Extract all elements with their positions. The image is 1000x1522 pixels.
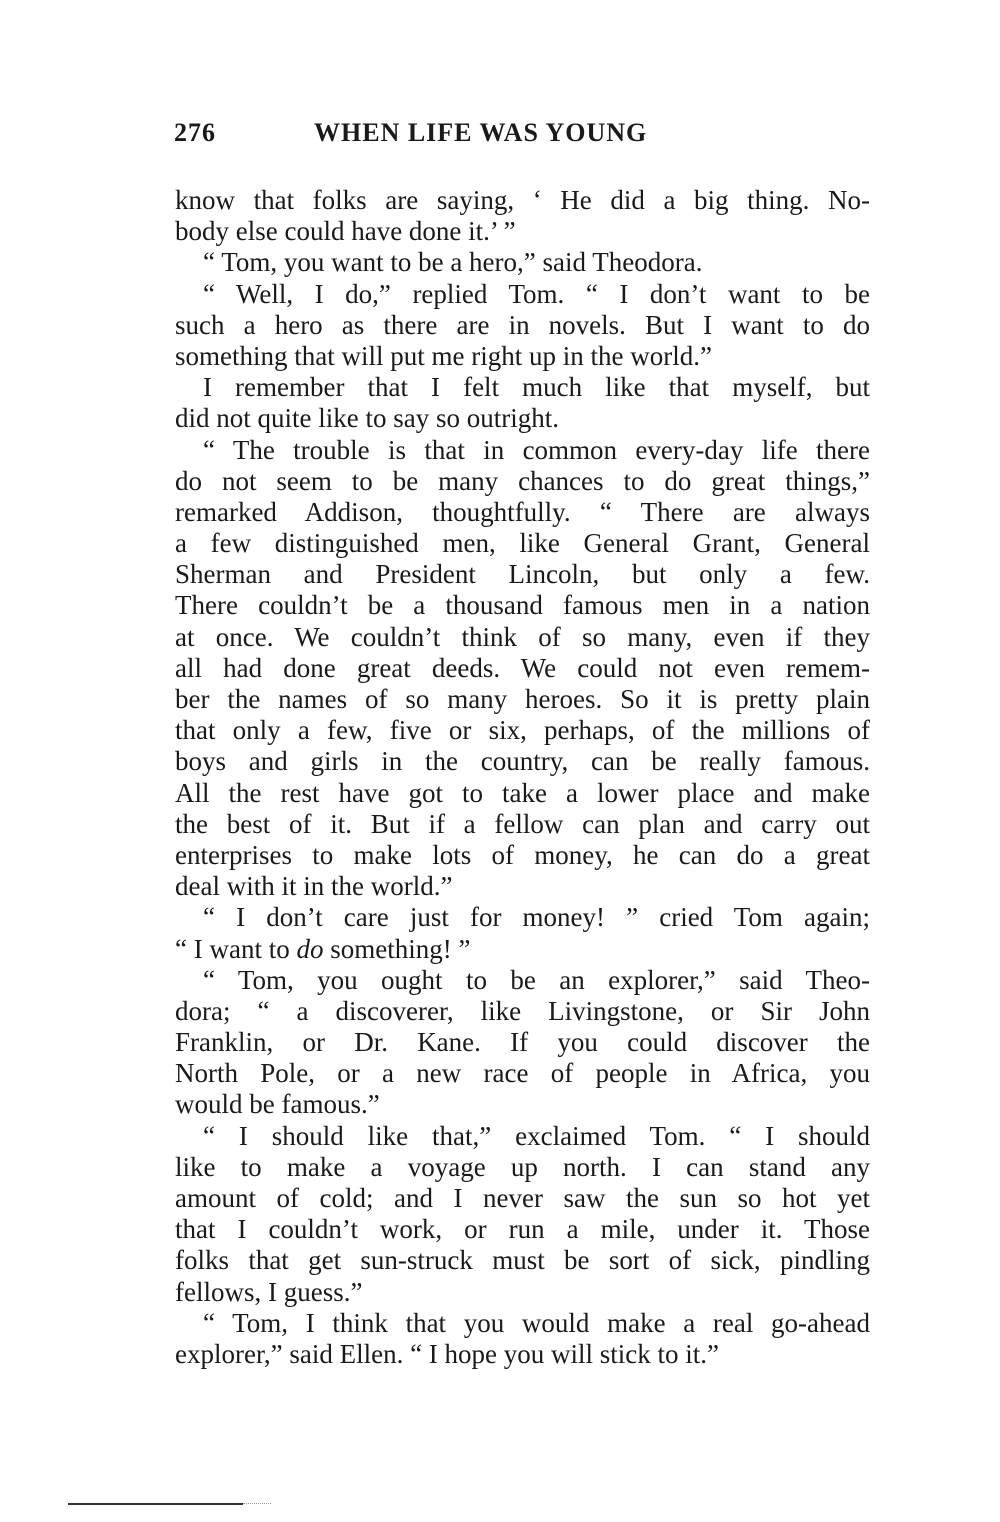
text-segment: something! ”: [323, 933, 471, 964]
text-line: ber the names of so many heroes. So it is pretty plain: [175, 684, 870, 714]
text-line: know that folks are saying, ‘ He did a big thing. No-: [175, 185, 870, 215]
footer-rule-fade: [243, 1503, 271, 1505]
text-line: a few distinguished men, like General Grant, General: [175, 528, 870, 559]
text-line: something that will put me right up in the world.”: [175, 340, 712, 371]
text-line: remarked Addison, thoughtfully. “ There are always: [175, 496, 870, 527]
text-line: deal with it in the world.”: [175, 871, 453, 902]
body-text: [175, 185, 870, 1370]
text-line: North Pole, or a new race of people in Africa, you: [175, 1058, 870, 1089]
text-line: would be famous.”: [175, 1089, 380, 1120]
text-line: explorer,” said Ellen. “ I hope you will stick to it.”: [175, 1338, 720, 1369]
footer-rule: [68, 1503, 243, 1505]
text-line: fellows, I guess.”: [175, 1276, 363, 1307]
text-line: folks that get sun-struck must be sort of sick, pindling: [175, 1245, 870, 1276]
text-line: “ Tom, I think that you would make a real go-ahead: [203, 1307, 870, 1338]
text-segment: “ I want to: [175, 933, 297, 964]
text-line: “ Tom, you want to be a hero,” said Theodora.: [203, 247, 703, 278]
text-line: “ I don’t care just for money! ” cried Tom again;: [203, 902, 870, 933]
text-line: I remember that I felt much like that myself, but: [203, 372, 870, 403]
text-line: All the rest have got to take a lower place and make: [175, 777, 870, 808]
page-number: 276: [174, 118, 216, 147]
text-line: such a hero as there are in novels. But I want to do: [175, 309, 870, 340]
text-line: “ I should like that,” exclaimed Tom. “ I should: [203, 1120, 870, 1151]
text-line: “ Well, I do,” replied Tom. “ I don’t want to be: [203, 278, 870, 309]
text-line: [175, 934, 870, 965]
text-line: at once. We couldn’t think of so many, even if they: [175, 621, 870, 652]
text-line: did not quite like to say so outright.: [175, 403, 559, 434]
emphasized-word: do: [296, 933, 324, 964]
text-line: that only a few, five or six, perhaps, of the millions of: [175, 715, 870, 746]
text-line: that I couldn’t work, or run a mile, under it. Those: [175, 1214, 870, 1245]
text-line: like to make a voyage up north. I can stand any: [175, 1151, 870, 1182]
text-line: boys and girls in the country, can be really famous.: [175, 746, 870, 777]
text-line: Sherman and President Lincoln, but only a few.: [175, 559, 870, 590]
text-line: do not seem to be many chances to do great things,”: [175, 465, 870, 496]
text-line: “ The trouble is that in common every-day life there: [203, 434, 870, 465]
text-line: dora; “ a discoverer, like Livingstone, or Sir John: [175, 995, 870, 1026]
running-title: WHEN LIFE WAS YOUNG: [314, 118, 648, 147]
text-line: There couldn’t be a thousand famous men in a nation: [175, 590, 870, 621]
text-line: body else could have done it.’ ”: [175, 216, 516, 247]
text-line: all had done great deeds. We could not even remem-: [175, 652, 870, 683]
running-head: [174, 118, 874, 152]
text-line: amount of cold; and I never saw the sun so hot yet: [175, 1183, 870, 1213]
text-line: “ Tom, you ought to be an explorer,” said Theo-: [203, 964, 870, 995]
text-line: the best of it. But if a fellow can plan and carry out: [175, 808, 870, 839]
text-line: Franklin, or Dr. Kane. If you could discover the: [175, 1027, 870, 1058]
text-line: enterprises to make lots of money, he can do a great: [175, 839, 870, 870]
